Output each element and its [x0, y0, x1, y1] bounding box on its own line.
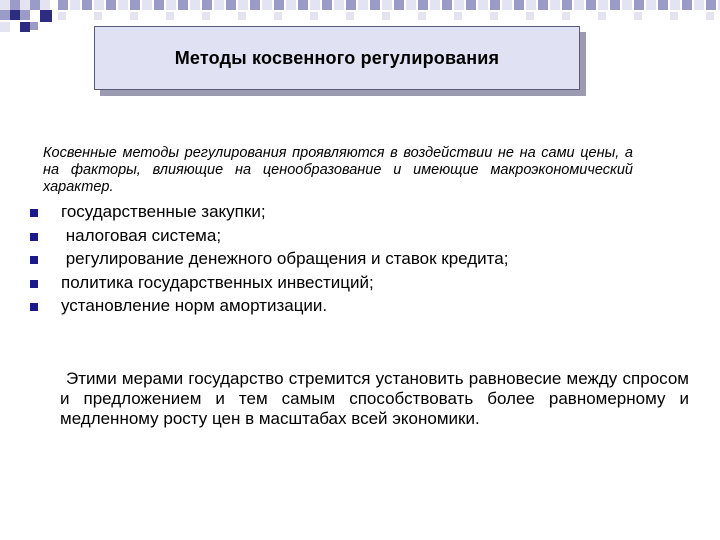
pattern-square	[382, 0, 392, 10]
square-bullet-icon	[30, 209, 38, 217]
pattern-square	[94, 0, 104, 10]
pattern-square	[514, 0, 524, 10]
pattern-square	[418, 12, 426, 20]
pattern-square	[346, 12, 354, 20]
pattern-square	[358, 0, 368, 10]
pattern-square	[502, 0, 512, 10]
pattern-square	[454, 12, 462, 20]
square-bullet-icon	[30, 303, 38, 311]
pattern-square	[20, 10, 30, 20]
list-item-text: регулирование денежного обращения и ставок кредита;	[61, 249, 509, 268]
pattern-square	[454, 0, 464, 10]
pattern-square	[82, 0, 92, 10]
pattern-square	[490, 12, 498, 20]
pattern-square	[682, 0, 692, 10]
pattern-square	[310, 12, 318, 20]
pattern-square	[0, 10, 10, 20]
pattern-square	[706, 12, 714, 20]
pattern-square	[334, 0, 344, 10]
pattern-square	[154, 0, 164, 10]
pattern-square	[490, 0, 500, 10]
pattern-square	[598, 12, 606, 20]
slide-title-text: Методы косвенного регулирования	[174, 47, 500, 68]
bullet-list	[27, 201, 647, 319]
pattern-square	[394, 0, 404, 10]
pattern-square	[634, 0, 644, 10]
pattern-square	[0, 0, 10, 10]
pattern-square	[430, 0, 440, 10]
pattern-square	[286, 0, 296, 10]
list-item-text: государственные закупки;	[61, 202, 266, 221]
pattern-square	[658, 0, 668, 10]
pattern-square	[106, 0, 116, 10]
pattern-square	[646, 0, 656, 10]
pattern-square	[274, 12, 282, 20]
pattern-square	[226, 0, 236, 10]
pattern-square	[214, 0, 224, 10]
pattern-square	[346, 0, 356, 10]
pattern-square	[322, 0, 332, 10]
pattern-square	[586, 0, 596, 10]
pattern-square	[58, 12, 66, 20]
pattern-square	[130, 0, 140, 10]
square-bullet-icon	[30, 280, 38, 288]
pattern-square	[0, 22, 10, 32]
list-item	[27, 272, 647, 296]
pattern-square	[418, 0, 428, 10]
pattern-square	[70, 0, 80, 10]
pattern-square	[574, 0, 584, 10]
pattern-square	[370, 0, 380, 10]
pattern-square	[274, 0, 284, 10]
pattern-square	[142, 0, 152, 10]
pattern-square	[178, 0, 188, 10]
pattern-square	[526, 0, 536, 10]
list-item-text: установление норм амортизации.	[61, 296, 328, 315]
pattern-square	[442, 0, 452, 10]
pattern-square	[466, 0, 476, 10]
pattern-square	[622, 0, 632, 10]
pattern-square	[166, 12, 174, 20]
list-item-text: политика государственных инвестиций;	[61, 272, 374, 292]
pattern-square	[10, 10, 20, 20]
pattern-square	[20, 22, 30, 32]
pattern-square	[238, 12, 246, 20]
list-item	[27, 295, 647, 319]
pattern-square	[250, 0, 260, 10]
pattern-square	[382, 12, 390, 20]
pattern-square	[10, 0, 20, 10]
pattern-square	[30, 0, 40, 10]
intro-paragraph: Косвенные методы регулирования проявляются в воздействии не на сами цены, а на факторы, влияющие на ценообразование и имеющие макроэкономический характер.	[43, 144, 633, 195]
pattern-square	[118, 0, 128, 10]
pattern-square	[634, 12, 642, 20]
slide-title	[94, 26, 580, 90]
list-item	[27, 248, 647, 272]
pattern-square	[562, 0, 572, 10]
square-bullet-icon	[30, 233, 38, 241]
pattern-square	[298, 0, 308, 10]
pattern-square	[670, 0, 680, 10]
pattern-square	[538, 0, 548, 10]
pattern-square	[562, 12, 570, 20]
title-block	[94, 26, 582, 94]
pattern-square	[40, 10, 52, 22]
pattern-square	[238, 0, 248, 10]
list-item-text: налоговая система;	[61, 225, 222, 245]
pattern-square	[166, 0, 176, 10]
pattern-square	[478, 0, 488, 10]
pattern-square	[610, 0, 620, 10]
pattern-square	[598, 0, 608, 10]
pattern-square	[94, 12, 102, 20]
pattern-square	[202, 0, 212, 10]
pattern-square	[526, 12, 534, 20]
list-item	[27, 201, 647, 225]
pattern-square	[190, 0, 200, 10]
pattern-square	[694, 0, 704, 10]
pattern-square	[550, 0, 560, 10]
pattern-square	[310, 0, 320, 10]
list-item	[27, 225, 647, 249]
pattern-square	[202, 12, 210, 20]
pattern-square	[262, 0, 272, 10]
pattern-square	[406, 0, 416, 10]
pattern-square	[58, 0, 68, 10]
pattern-square	[706, 0, 716, 10]
pattern-square	[40, 0, 50, 10]
pattern-square	[670, 12, 678, 20]
pattern-square	[20, 0, 30, 10]
pattern-square	[30, 22, 38, 30]
square-bullet-icon	[30, 256, 38, 264]
conclusion-paragraph: Этими мерами государство стремится установить равновесие между спросом и предложением и тем самым способствовать более равномерному и медленному росту цен в масштабах всей экономики.	[60, 369, 689, 428]
pattern-square	[130, 12, 138, 20]
